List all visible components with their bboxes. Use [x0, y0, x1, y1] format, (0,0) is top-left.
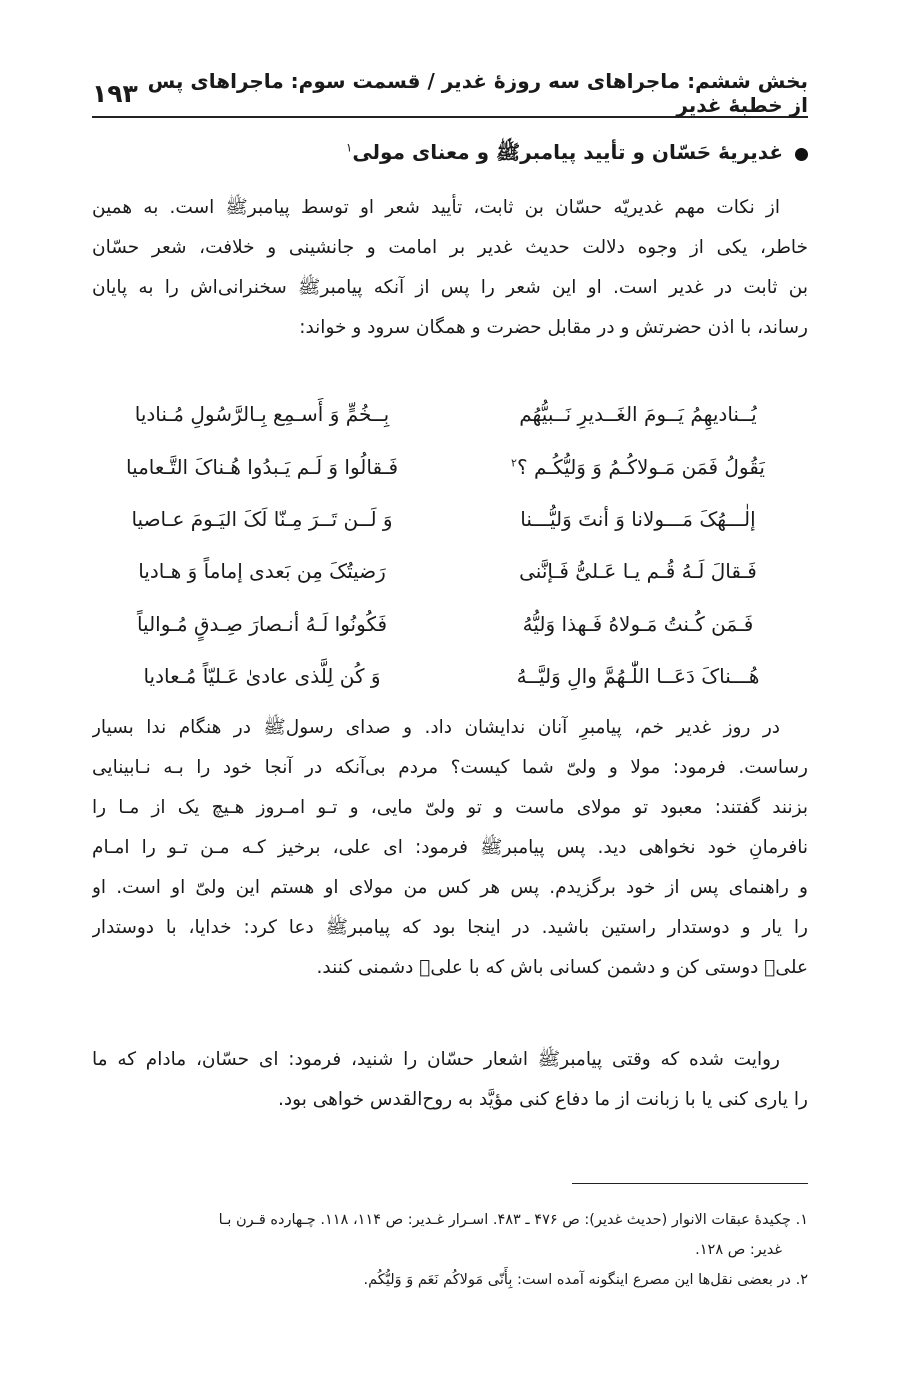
hemistich-first: فَـقالَ لَـهُ قُـم یـا عَـلیُّ فَـإنَّنی	[519, 559, 757, 584]
hemistich-first: فَـمَن کُـنتُ مَـولاهُ فَـهذا وَلیُّهُ	[522, 611, 754, 636]
poem-verse	[92, 650, 808, 702]
poem-verse	[92, 493, 808, 545]
header-title: بخش ششم: ماجراهای سه روزهٔ غدیر / قسمت سوم: ماجراهای پس از خطبهٔ غدیر	[147, 69, 808, 117]
text-line: خاطر، یکی از وجوه دلالت حدیث غدیر بر امامت و جانشینی و خلافت، شعر حسّان	[92, 237, 808, 258]
footnote-2: ۲. در بعضی نقل‌ها این مصرع اینگونه آمده است: بِأَنّی مَولاکُم نَعَم وَ وَلیُّکُم.	[363, 1272, 808, 1288]
poem-verse	[92, 388, 808, 440]
text-line: علیؑ دوستی کن و دشمن کسانی باش که با علیؑ دشمنی کنند.	[316, 957, 808, 978]
text-line: را یاری کنی یا با زبانت از ما دفاع کنی مؤیَّد به روح‌القدس خواهی بود.	[278, 1089, 808, 1110]
text-line: بزنند گفتند: معبود تو مولای ماست و تو ولیّ مایی، و تـو امـروز هـیچ یک از مـا را	[92, 797, 808, 818]
poem-verse	[92, 598, 808, 650]
text-line: رساست. فرمود: مولا و ولیّ شما کیست؟ مردم بی‌آنکه در آنجا خود را بـه نـابینایی	[92, 757, 808, 778]
hemistich-first: یُــنادیهِمُ یَــومَ الغَــدیرِ نَــبیُّهُم	[519, 402, 757, 427]
text-line: از نکات مهم غدیریّه حسّان بن ثابت، تأیید شعر او توسط پیامبرﷺ است. به همین	[92, 197, 780, 218]
hemistich-second: فَـقالُوا وَ لَـم یَـبدُوا هُـناکَ التَّـعامیا	[125, 454, 399, 479]
bullet-icon	[795, 148, 808, 161]
hemistich-first: إلٰـــهُکَ مَـــولانا وَ أنتَ وَلیُّـــنا	[520, 506, 756, 531]
section-heading	[92, 140, 808, 169]
hemistich-second: رَضیتُکَ مِن بَعدی إماماً وَ هـادیا	[138, 559, 386, 584]
text-line: روایت شده که وقتی پیامبرﷺ اشعار حسّان را شنید، فرمود: ای حسّان، مادام که ما	[92, 1049, 780, 1070]
text-line: در روز غدیر خم، پیامبرِ آنان ندایشان داد. و صدای رسولﷺ در هنگام ندا بسیار	[92, 717, 780, 738]
text-line: را یار و دوستدار راستین باشید. در اینجا بود که پیامبرﷺ دعا کرد: خدایا، با دوستدار	[92, 917, 808, 938]
footnote-divider	[572, 1183, 808, 1184]
hemistich-second: وَ لَــن تَــرَ مِـنّا لَکَ الیَـومَ عـاصیا	[131, 506, 393, 531]
verse-footnote-ref: ۲	[511, 455, 517, 469]
footnote-1: ۱. چکیدهٔ عبقات الانوار (حدیث غدیر): ص ۴۷۶ ـ ۴۸۳. اسـرار غـدیر: ص ۱۱۴، ۱۱۸. چـهارده قـرن بـا	[218, 1212, 808, 1228]
hemistich-first	[468, 455, 808, 479]
hemistich-second: بِــخُمٍّ وَ أَسـمِع بِـالرَّسُولِ مُـنادیا	[134, 402, 390, 427]
text-line: و راهنمای پس از خود برگزیدم. پس هر کس من مولای او هستم این ولیّ او است. او	[92, 877, 808, 898]
hemistich-first: هُـــناکَ دَعَــا اللّٰـهُمَّ والِ وَلیَّــهُ	[516, 664, 760, 689]
poem-verse	[92, 545, 808, 597]
text-line: بن ثابت در غدیر است. او این شعر را پس از آنکه پیامبرﷺ سخنرانی‌اش را به پایان	[92, 277, 808, 298]
page-number: ۱۹۳	[92, 78, 138, 108]
hemistich-second: وَ کُن لِلَّذی عادیٰ عَـلیّاً مُـعادیا	[143, 664, 381, 689]
hemistich-text: یَقُولُ فَمَن مَـولاکُـمُ وَ وَلیُّکُـم ؟	[516, 454, 765, 479]
paragraph-narrative	[92, 708, 808, 988]
text-line: رساند، با اذن حضرتش و در مقابل حضرت و همگان سرود و خواند:	[299, 317, 808, 338]
heading-footnote-ref: ۱	[345, 140, 353, 155]
poem	[92, 388, 808, 702]
poem-verse	[92, 440, 808, 492]
footnote-1-continued: غدیر: ص ۱۲۸.	[695, 1242, 782, 1258]
hemistich-second: فَکُونُوا لَـهُ أنـصارَ صِـدقٍ مُـوالیاً	[136, 611, 388, 636]
heading-text: غدیریهٔ حَسّان و تأیید پیامبرﷺ و معنای مولی	[352, 140, 783, 164]
paragraph-narration	[92, 1040, 808, 1120]
running-header	[92, 70, 808, 118]
text-line: نافرمانِ خود نخواهی دید. پس پیامبرﷺ فرمود: ای علی، برخیز کـه مـن تـو را امـام	[92, 837, 808, 858]
footnotes	[92, 1205, 808, 1295]
paragraph-intro	[92, 188, 808, 348]
